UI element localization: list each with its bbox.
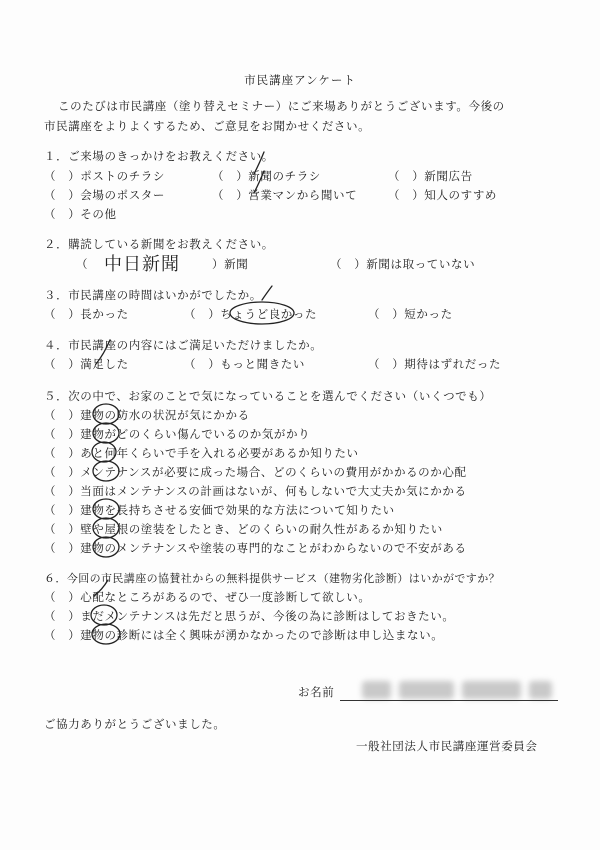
q3-option[interactable]: （ ）ちょうど良かった bbox=[184, 307, 318, 321]
q6-option[interactable]: （ ）建物の診断には全く興味が湧かなかったので診断は申し込まない。 bbox=[44, 628, 444, 642]
q1-option[interactable]: （ ）会場のポスター bbox=[44, 188, 165, 202]
handwritten-newspaper: 中日新聞 bbox=[104, 254, 180, 275]
q5-option[interactable]: （ ）メンテナンスが必要に成った場合、どのくらいの費用がかかるのか心配 bbox=[44, 465, 467, 479]
q4-option[interactable]: （ ）満足した bbox=[44, 357, 129, 371]
q3-option[interactable]: （ ）長かった bbox=[44, 307, 129, 321]
q1-heading: １．ご来場のきっかけをお教えください。 bbox=[44, 149, 274, 163]
q5-option[interactable]: （ ）壁や屋根の塗装をしたとき、どのくらいの耐久性があるか知りたい bbox=[44, 522, 443, 536]
q2-heading: ２．購読している新聞をお教えください。 bbox=[44, 237, 274, 251]
name-underline bbox=[340, 700, 558, 701]
thanks-text: ご協力ありがとうございました。 bbox=[44, 717, 226, 731]
page-title: 市民講座アンケート bbox=[244, 73, 356, 87]
q6-option[interactable]: （ ）心配なところがあるので、ぜひ一度診断して欲しい。 bbox=[44, 590, 371, 604]
q5-option[interactable]: （ ）建物がどのくらい傷んでいるのか気がかり bbox=[44, 427, 311, 441]
name-label: お名前 bbox=[298, 685, 335, 699]
q3-heading: ３．市民講座の時間はいかがでしたか。 bbox=[44, 288, 262, 302]
redacted-name bbox=[362, 678, 552, 702]
q1-option[interactable]: （ ）新聞のチラシ bbox=[212, 169, 321, 183]
q2-option[interactable]: （ ）新聞は取っていない bbox=[330, 257, 476, 271]
q1-option[interactable]: （ ）新聞広告 bbox=[388, 169, 473, 183]
q5-heading: ５．次の中で、お家のことで気になっていることを選んでください（いくつでも） bbox=[44, 389, 492, 403]
q5-option[interactable]: （ ）建物を長持ちさせる安価で効果的な方法について知りたい bbox=[44, 503, 395, 517]
q6-option[interactable]: （ ）まだメンテナンスは先だと思うが、今後の為に診断はしておきたい。 bbox=[44, 609, 455, 623]
q2-option[interactable]: ）新聞 bbox=[212, 257, 249, 271]
q1-option[interactable]: （ ）ポストのチラシ bbox=[44, 169, 165, 183]
q1-option[interactable]: （ ）営業マンから聞いて bbox=[212, 188, 358, 202]
organizer-text: 一般社団法人市民講座運営委員会 bbox=[356, 739, 538, 753]
q1-option[interactable]: （ ）その他 bbox=[44, 207, 117, 221]
q3-option[interactable]: （ ）短かった bbox=[368, 307, 453, 321]
q4-option[interactable]: （ ）期待はずれだった bbox=[368, 357, 502, 371]
q4-option[interactable]: （ ）もっと聞きたい bbox=[184, 357, 305, 371]
q5-option[interactable]: （ ）あと何年くらいで手を入れる必要があるか知りたい bbox=[44, 446, 359, 460]
q5-option[interactable]: （ ）当面はメンテナンスの計画はないが、何もしないで大丈夫か気にかかる bbox=[44, 484, 467, 498]
checkmark-icon bbox=[262, 286, 272, 300]
q5-option[interactable]: （ ）建物の防水の状況が気にかかる bbox=[44, 408, 250, 422]
q4-heading: ４．市民講座の内容にはご満足いただけましたか。 bbox=[44, 338, 323, 352]
q6-heading: ６．今回の市民講座の協賛社からの無料提供サービス（建物劣化診断）はいかがですか？ bbox=[44, 572, 500, 585]
q5-option[interactable]: （ ）建物のメンテナンスや塗装の専門的なことがわからないので不安がある bbox=[44, 541, 467, 555]
intro-line-2: 市民講座をよりよくするため、ご意見をお聞かせください。 bbox=[44, 119, 371, 133]
intro-line-1: このたびは市民講座（塗り替えセミナー）にご来場ありがとうございます。今後の bbox=[58, 99, 505, 113]
q2-paren-open: （ bbox=[76, 257, 89, 271]
q1-option[interactable]: （ ）知人のすすめ bbox=[388, 188, 498, 202]
